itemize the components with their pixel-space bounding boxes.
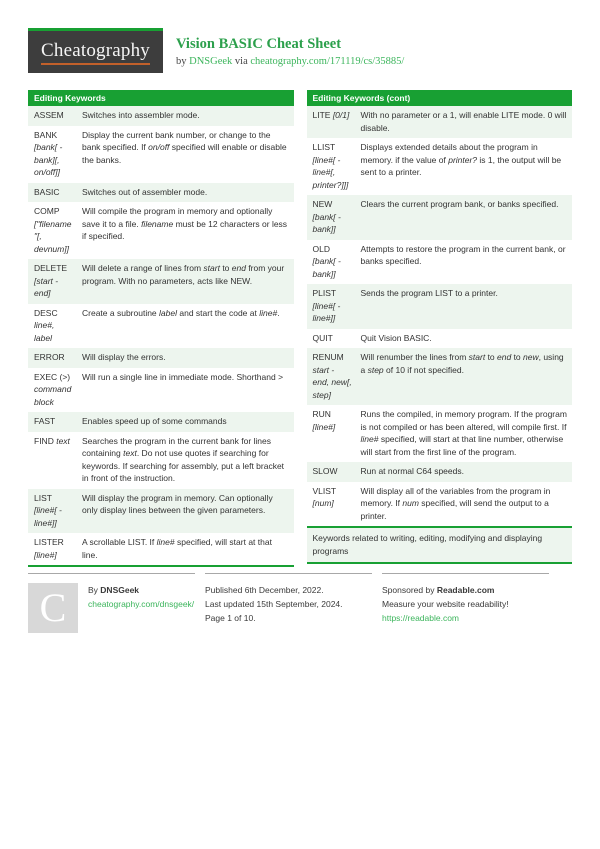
- keyword-cell: SLOW: [312, 466, 338, 476]
- keyword-cell: FAST: [34, 416, 56, 426]
- page-header: [28, 28, 572, 73]
- cheatography-logo[interactable]: [28, 28, 163, 73]
- footer-sponsor-column: [382, 573, 549, 633]
- table-row: [28, 348, 294, 368]
- byline: [176, 56, 404, 67]
- description-cell: With no parameter or a 1, will enable LITE mode. 0 will disable.: [360, 110, 567, 133]
- table-row: [28, 106, 294, 126]
- keyword-cell: NEW [bank[ - bank]]: [312, 199, 341, 234]
- table-body: [307, 106, 573, 526]
- description-cell: Will display the errors.: [82, 352, 166, 362]
- keyword-cell: BASIC: [34, 186, 60, 197]
- table-row: [307, 106, 573, 138]
- description-cell: Attempts to restore the program in the current bank, or banks specified.: [360, 243, 566, 266]
- table-header: Editing Keywords (cont): [307, 90, 573, 106]
- description-cell: Switches into assembler mode.: [82, 110, 200, 120]
- keyword-cell: LLIST [line#[ - line#[, printer?]]]: [312, 142, 349, 190]
- table-row: [28, 412, 294, 432]
- description-cell: Display the current bank number, or change to the bank specified. If on/off specified will enable or disable the banks.: [82, 129, 287, 165]
- description-cell: Runs the compiled, in memory program. If the program is not compiled or has been altered, will compile first. If line# specified, will start at that line number, otherwise will start from the first line of the program.: [360, 409, 567, 457]
- table-body: [28, 106, 294, 567]
- keyword-cell: LISTER [line#]: [34, 537, 64, 560]
- table-editing-keywords: [28, 90, 294, 567]
- column-left: [28, 90, 294, 567]
- keyword-cell: BANK [bank[ - bank][, on/off]]: [34, 129, 63, 177]
- footer-publish-column: [205, 573, 372, 633]
- keyword-cell: PLIST [line#[ - line#]]: [312, 288, 341, 323]
- description-cell: Will renumber the lines from start to end to new, using a step of 10 if not specified.: [360, 352, 564, 375]
- table-editing-keywords-cont: [307, 90, 573, 564]
- description-cell: Will run a single line in immediate mode. Shorthand >: [82, 371, 284, 382]
- table-row: [28, 259, 294, 304]
- description-cell: Switches out of assembler mode.: [82, 186, 208, 197]
- table-row: [28, 432, 294, 489]
- byline-prefix: by: [176, 56, 187, 67]
- table-row: [307, 138, 573, 195]
- keyword-cell: RENUM start - end, new[, step]: [312, 352, 352, 400]
- table-row: [28, 533, 294, 565]
- table-row: [307, 482, 573, 527]
- table-note: Keywords related to writing, editing, modifying and displaying programs: [307, 526, 573, 564]
- column-right: [307, 90, 573, 564]
- keyword-cell: FIND text: [34, 435, 70, 446]
- page-title: Vision BASIC Cheat Sheet: [176, 36, 342, 52]
- description-cell: Searches the program in the current bank for lines containing text. Do not use quotes if searching for keywords. If searching for assembly, put a left bracket in front of the instruction.: [82, 435, 285, 483]
- description-cell: Sends the program LIST to a printer.: [360, 288, 498, 298]
- table-header: Editing Keywords: [28, 90, 294, 106]
- table-row: [28, 126, 294, 183]
- author-link[interactable]: DNSGeek: [189, 56, 233, 67]
- table-row: [307, 284, 573, 329]
- keyword-cell: COMP ["filename"[, devnum]]: [34, 206, 72, 254]
- description-cell: Create a subroutine label and start the code at line#.: [82, 307, 280, 318]
- byline-via: via: [234, 56, 248, 67]
- content-area: [28, 90, 572, 567]
- table-row: [307, 462, 573, 482]
- description-cell: Clears the current program bank, or banks specified.: [360, 199, 559, 209]
- logo-wordmark: Cheatography: [41, 40, 150, 65]
- sponsor-name: Readable.com: [436, 585, 495, 595]
- table-row: [307, 195, 573, 240]
- description-cell: Will compile the program in memory and optionally save it to a file. filename must be 12 characters or less if specified.: [82, 206, 288, 241]
- description-cell: Run at normal C64 speeds.: [360, 466, 464, 476]
- keyword-cell: LIST [line#[ - line#]]: [34, 492, 62, 528]
- description-cell: Will delete a range of lines from start to end from your program. With no parameters, acts like NEW.: [82, 263, 285, 286]
- table-row: [28, 368, 294, 413]
- keyword-cell: RUN [line#]: [312, 409, 336, 432]
- table-row: [28, 304, 294, 349]
- page-number: Page 1 of 10.: [205, 613, 256, 623]
- keyword-cell: DESC line#, label: [34, 307, 58, 343]
- table-row: [307, 405, 573, 462]
- keyword-cell: OLD [bank[ - bank]]: [312, 243, 341, 279]
- description-cell: Will display all of the variables from the program in memory. If num specified, will send the output to a printer.: [360, 485, 551, 521]
- keyword-cell: QUIT: [312, 332, 333, 343]
- sheet-url-link[interactable]: cheatography.com/171119/cs/35885/: [250, 56, 405, 67]
- table-row: [28, 183, 294, 203]
- description-cell: Quit Vision BASIC.: [360, 332, 432, 343]
- updated-date: Last updated 15th September, 2024.: [205, 599, 343, 609]
- keyword-cell: LITE [0/1]: [312, 110, 350, 120]
- table-row: [307, 329, 573, 349]
- keyword-cell: VLIST [num]: [312, 485, 336, 508]
- table-row: [28, 489, 294, 534]
- sponsor-link[interactable]: https://readable.com: [382, 613, 460, 623]
- table-row: [28, 202, 294, 259]
- footer-author-name: DNSGeek: [100, 585, 140, 595]
- table-row: [307, 348, 573, 405]
- page-footer: [28, 573, 549, 633]
- keyword-cell: ERROR: [34, 352, 65, 362]
- title-block: [176, 28, 404, 73]
- sponsor-tagline: Measure your website readability!: [382, 599, 509, 609]
- author-avatar: C: [28, 583, 78, 633]
- description-cell: A scrollable LIST. If line# specified, will start at that line.: [82, 537, 272, 560]
- sponsor-prefix: Sponsored by: [382, 585, 435, 595]
- keyword-cell: ASSEM: [34, 110, 64, 120]
- table-row: [307, 240, 573, 285]
- description-cell: Displays extended details about the program in memory. if the value of printer? is 1, the output will be sent to a printer.: [360, 142, 562, 177]
- description-cell: Will display the program in memory. Can optionally only display lines between the given parameters.: [82, 492, 273, 515]
- footer-by-label: By: [88, 585, 98, 595]
- keyword-cell: DELETE [start - end]: [34, 263, 68, 298]
- footer-author-link[interactable]: cheatography.com/dnsgeek/: [88, 599, 195, 609]
- keyword-cell: EXEC (>) command block: [34, 371, 72, 407]
- footer-author-column: [28, 573, 195, 633]
- description-cell: Enables speed up of some commands: [82, 416, 227, 426]
- published-date: Published 6th December, 2022.: [205, 585, 324, 595]
